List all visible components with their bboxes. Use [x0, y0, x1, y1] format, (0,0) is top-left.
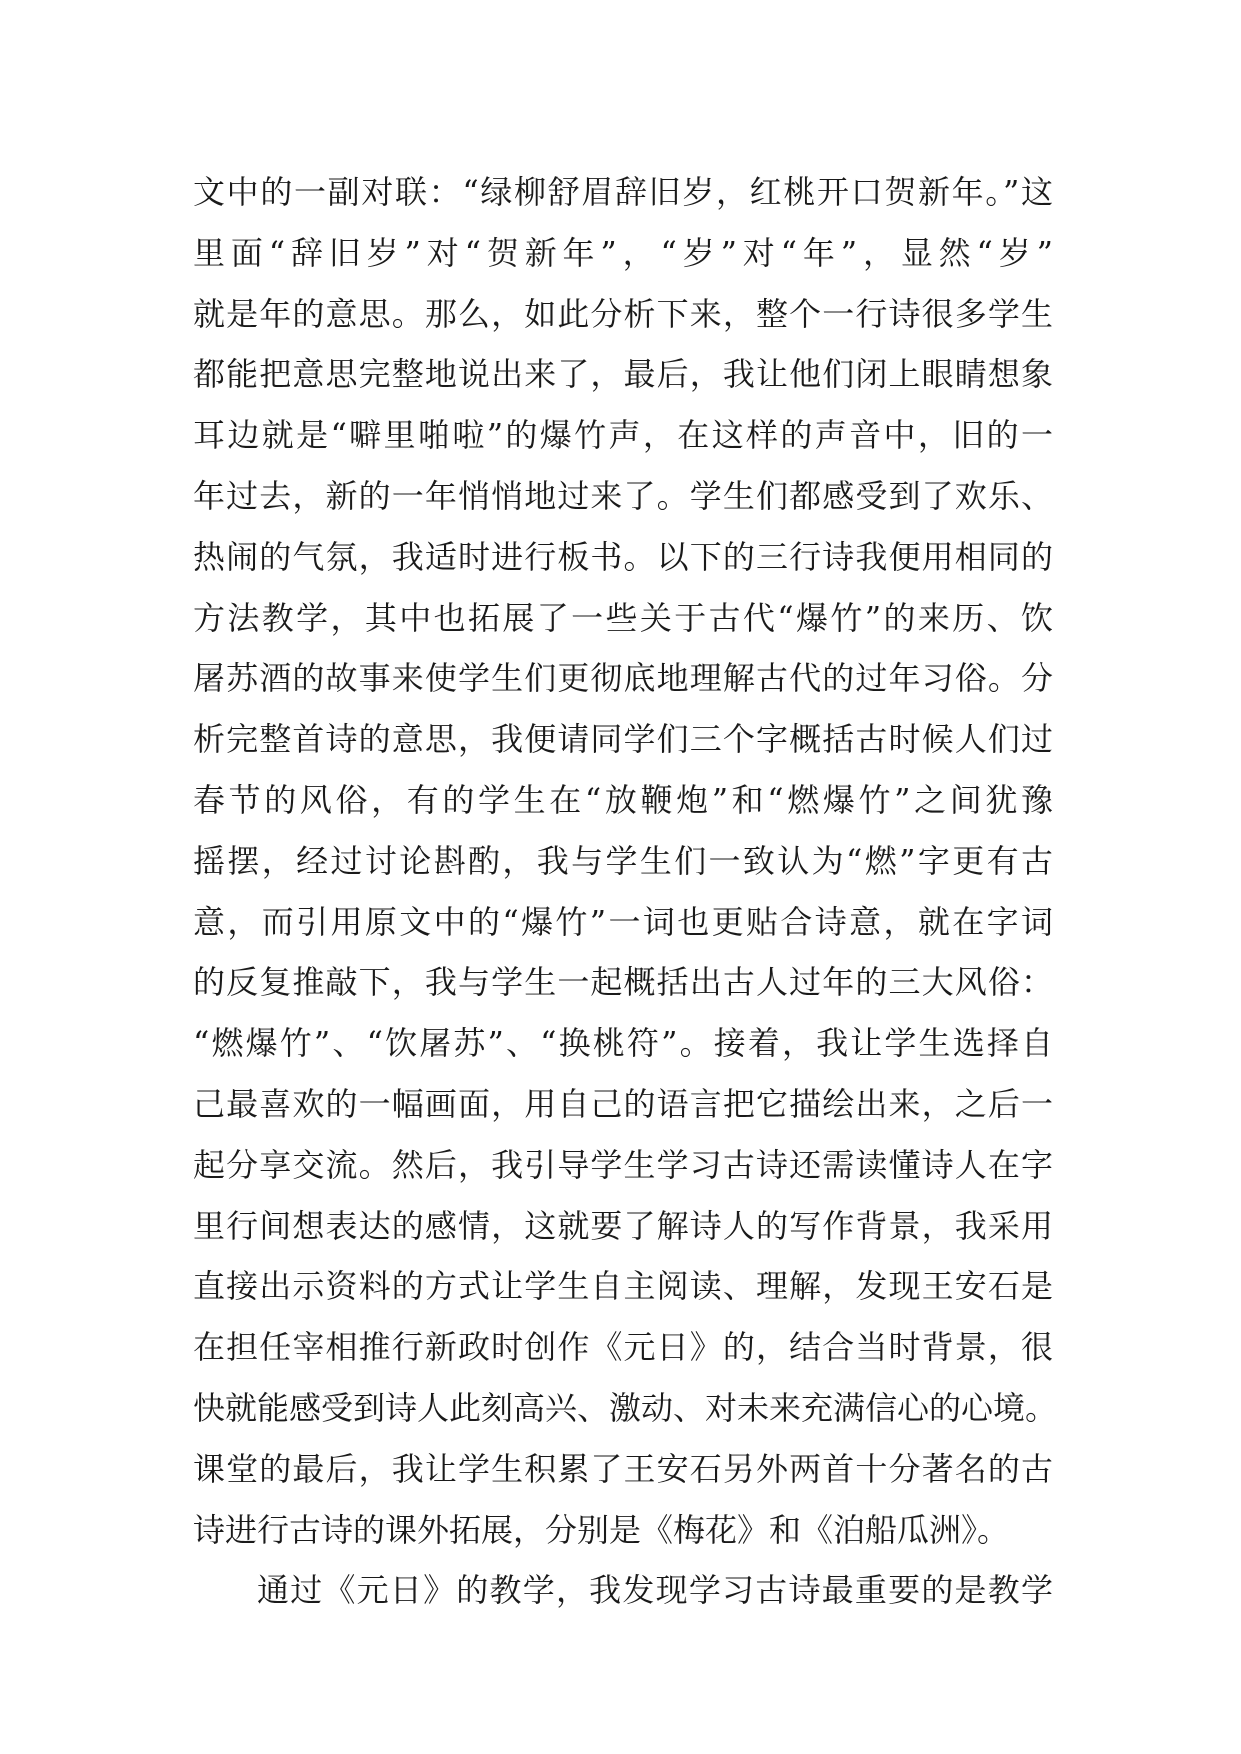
text-line: 起分享交流。然后，我引导学生学习古诗还需读懂诗人在字	[193, 1145, 1053, 1184]
text-line: 方法教学，其中也拓展了一些关于古代“爆竹”的来历、饮	[193, 598, 1053, 637]
paragraph-first-line: 通过《元日》的教学，我发现学习古诗最重要的是教学	[257, 1571, 1053, 1610]
text-line: 意，而引用原文中的“爆竹”一词也更贴合诗意，就在字词	[193, 902, 1053, 941]
text-line: 春节的风俗，有的学生在“放鞭炮”和“燃爆竹”之间犹豫	[193, 780, 1053, 819]
text-line: 热闹的气氛，我适时进行板书。以下的三行诗我便用相同的	[193, 537, 1053, 576]
text-line: 的反复推敲下，我与学生一起概括出古人过年的三大风俗：	[193, 963, 1053, 1002]
text-line: 都能把意思完整地说出来了，最后，我让他们闭上眼睛想象	[193, 355, 1053, 394]
text-line: 课堂的最后，我让学生积累了王安石另外两首十分著名的古	[193, 1449, 1053, 1488]
text-line: 在担任宰相推行新政时创作《元日》的，结合当时背景，很	[193, 1328, 1053, 1367]
text-line: 耳边就是“噼里啪啦”的爆竹声，在这样的声音中，旧的一	[193, 416, 1053, 455]
text-line: 己最喜欢的一幅画面，用自己的语言把它描绘出来，之后一	[193, 1084, 1053, 1123]
text-line: 析完整首诗的意思，我便请同学们三个字概括古时候人们过	[193, 720, 1053, 759]
text-line: “燃爆竹”、“饮屠苏”、“换桃符”。接着，我让学生选择自	[193, 1024, 1053, 1063]
text-line: 里面“辞旧岁”对“贺新年”，“岁”对“年”，显然“岁”	[193, 233, 1053, 272]
text-line: 文中的一副对联：“绿柳舒眉辞旧岁，红桃开口贺新年。”这	[193, 173, 1053, 211]
text-line: 就是年的意思。那么，如此分析下来，整个一行诗很多学生	[193, 294, 1053, 333]
text-line: 摇摆，经过讨论斟酌，我与学生们一致认为“燃”字更有古	[193, 841, 1053, 880]
body-text	[193, 162, 1058, 1621]
text-line: 年过去，新的一年悄悄地过来了。学生们都感受到了欢乐、	[193, 476, 1053, 515]
text-line: 屠苏酒的故事来使学生们更彻底地理解古代的过年习俗。分	[193, 659, 1053, 698]
text-line: 里行间想表达的感情，这就要了解诗人的写作背景，我采用	[193, 1206, 1053, 1245]
text-line: 直接出示资料的方式让学生自主阅读、理解，发现王安石是	[193, 1267, 1053, 1306]
text-line: 快就能感受到诗人此刻高兴、激动、对未来充满信心的心境。	[193, 1388, 1058, 1427]
text-line: 诗进行古诗的课外拓展，分别是《梅花》和《泊船瓜洲》。	[193, 1510, 1010, 1549]
